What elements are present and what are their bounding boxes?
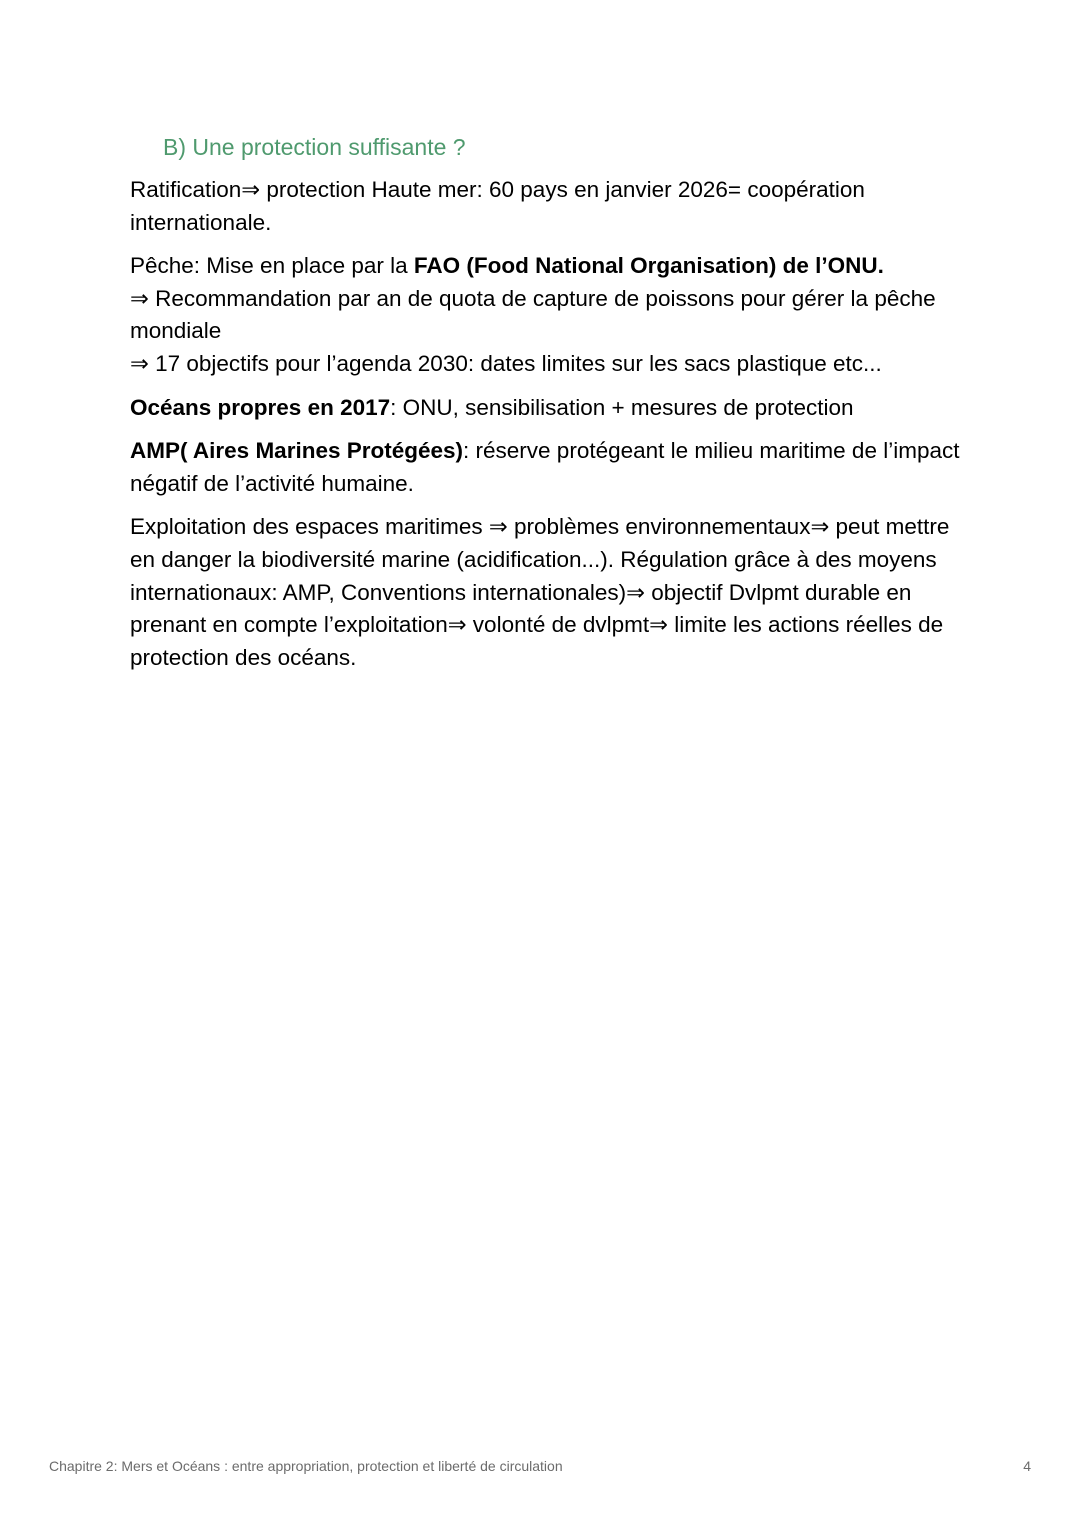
page-content <box>130 174 960 685</box>
peche-agenda-line: ⇒ 17 objectifs pour l’agenda 2030: dates limites sur les sacs plastique etc... <box>130 350 882 376</box>
amp-bold: AMP( Aires Marines Protégées) <box>130 438 464 464</box>
peche-prefix: Pêche: Mise en place par la <box>130 253 414 279</box>
paragraph-oceans-propres <box>130 392 960 425</box>
footer-chapter-title: Chapitre 2: Mers et Océans : entre appropriation, protection et liberté de circulation <box>49 1458 563 1474</box>
oceans-propres-bold: Océans propres en 2017 <box>130 394 391 420</box>
peche-fao-bold: FAO (Food National Organisation) de l’ONU. <box>413 253 884 279</box>
paragraph-exploitation <box>130 511 960 674</box>
footer-page-number: 4 <box>1023 1458 1031 1474</box>
oceans-propres-text: : ONU, sensibilisation + mesures de protection <box>390 394 854 420</box>
section-heading: B) Une protection suffisante ? <box>163 134 466 160</box>
paragraph-amp <box>130 435 960 500</box>
exploitation-text: Exploitation des espaces maritimes ⇒ problèmes environnementaux⇒ peut mettre en danger la biodiversité marine (acidification...). Régulation grâce à des moyens internationaux: AMP, Conventions internationales)⇒ objectif Dvlpmt durable en prenant en compte l’exploitation⇒ volonté de dvlpmt⇒ limite les actions réelles de protection des océans. <box>130 514 950 670</box>
paragraph-peche <box>130 250 960 380</box>
ratification-text: Ratification⇒ protection Haute mer: 60 pays en janvier 2026= coopération internationale. <box>130 177 865 235</box>
paragraph-ratification <box>130 174 960 239</box>
amp-text: : réserve protégeant le milieu maritime de l’impact négatif de l’activité humaine. <box>130 438 960 496</box>
peche-quota-line: ⇒ Recommandation par an de quota de capture de poissons pour gérer la pêche mondiale <box>130 285 936 344</box>
